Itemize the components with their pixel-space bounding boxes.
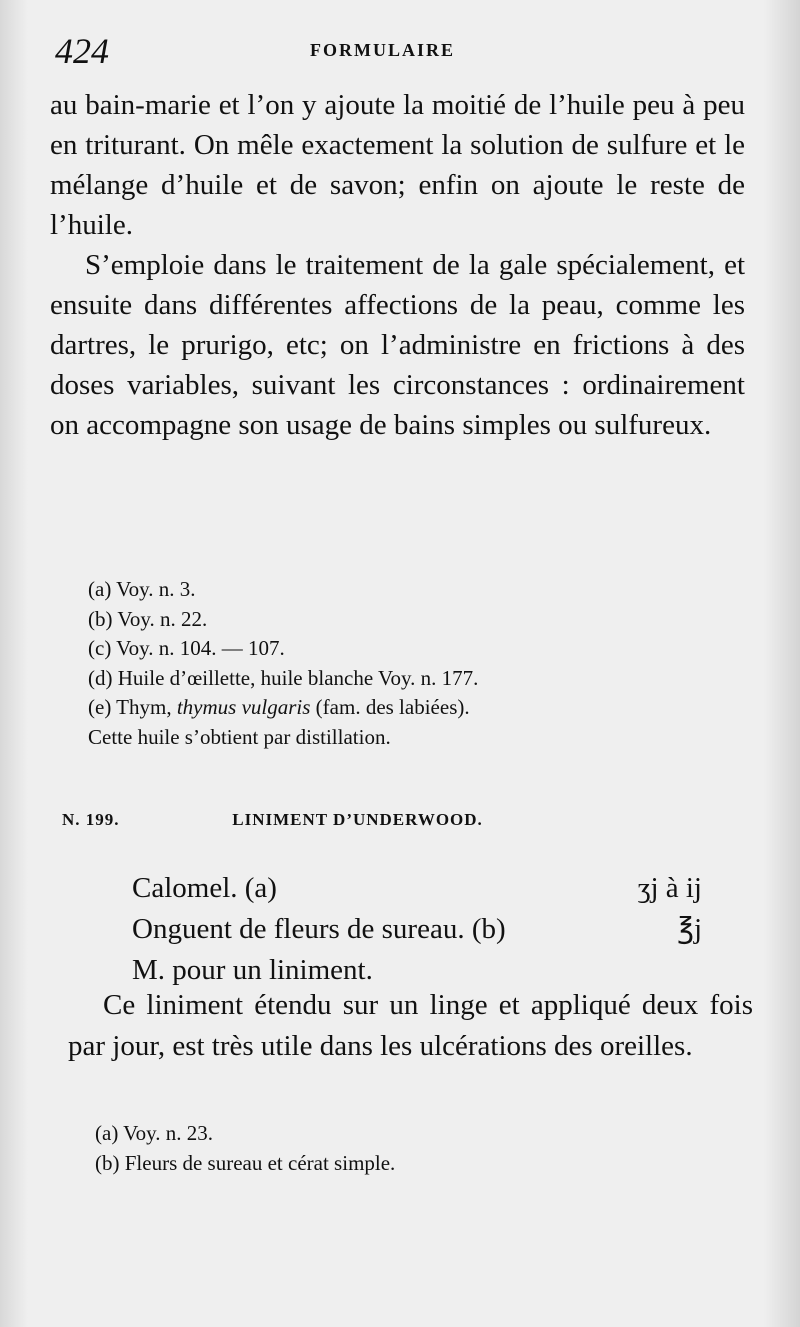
footnote-a: (a) Voy. n. 23. bbox=[95, 1121, 214, 1145]
page-left-edge-shadow bbox=[0, 0, 28, 1327]
paragraph-usage: S’emploie dans le traitement de la gale spécialement, et ensuite dans différentes affections de la peau, comme les dartres, le prurigo, etc; on l’administre en frictions à des doses variables, suivant les circonstances : ordinairement on accompagne son usage de bains simples ou sulfureux. bbox=[50, 249, 745, 441]
section-heading bbox=[62, 810, 702, 830]
recipe-block bbox=[132, 868, 702, 991]
section-title: LINIMENT D’UNDERWOOD. bbox=[232, 810, 483, 829]
section-number: N. 199. bbox=[62, 810, 120, 829]
recipe-instruction: M. pour un liniment. bbox=[132, 954, 373, 986]
recipe-dose: ʒj à ij bbox=[637, 872, 702, 904]
recipe-row-onguent bbox=[132, 909, 702, 950]
page-right-edge-shadow bbox=[764, 0, 800, 1327]
footnote-e-latin-name: thymus vulgaris bbox=[176, 695, 311, 719]
footnote-b: (b) Fleurs de sureau et cérat simple. bbox=[95, 1151, 396, 1175]
footnotes-section-199 bbox=[95, 1118, 655, 1178]
running-title: FORMULAIRE bbox=[310, 40, 455, 60]
footnote-e-prefix: (e) Thym, bbox=[88, 695, 172, 719]
footnote-d: (d) Huile d’œillette, huile blanche Voy. n. 177. bbox=[88, 665, 479, 690]
recipe-ingredient: Onguent de fleurs de sureau. (b) bbox=[132, 913, 506, 945]
page-number: 424 bbox=[55, 31, 109, 71]
footnote-e-continuation: Cette huile s’obtient par distillation. bbox=[88, 724, 391, 749]
recipe-row-calomel bbox=[132, 868, 702, 909]
footnote-c: (c) Voy. n. 104. — 107. bbox=[88, 636, 285, 660]
footnote-a: (a) Voy. n. 3. bbox=[88, 577, 196, 601]
recipe-ingredient: Calomel. (a) bbox=[132, 872, 277, 904]
paragraph-liniment-usage: Ce liniment étendu sur un linge et appliqué deux fois par jour, est très utile dans les ulcérations des oreilles. bbox=[68, 989, 753, 1062]
paragraph-preparation: au bain-marie et l’on y ajoute la moitié de l’huile peu à peu en triturant. On mêle exactement la solution de sulfure et le mélange d’huile et de savon; enfin on ajoute le reste de l’huile. bbox=[50, 89, 745, 241]
recipe-dose: ℥j bbox=[677, 913, 702, 945]
footnotes bbox=[88, 575, 728, 752]
main-text bbox=[50, 85, 745, 445]
footnote-e-suffix: (fam. des labiées). bbox=[315, 695, 470, 719]
footnote-e bbox=[88, 693, 728, 723]
footnote-b: (b) Voy. n. 22. bbox=[88, 606, 208, 631]
liniment-description bbox=[68, 985, 753, 1067]
page-header bbox=[55, 30, 745, 70]
